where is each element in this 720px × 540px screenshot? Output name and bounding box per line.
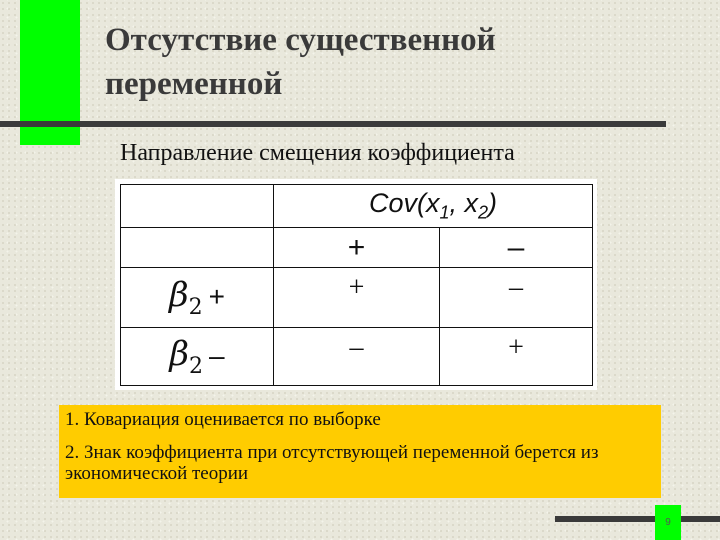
empty-row-header-cell xyxy=(121,228,274,268)
footer-rule xyxy=(555,516,720,522)
sign-table xyxy=(120,184,593,386)
slide-subtitle: Направление смещения коэффициента xyxy=(120,140,515,166)
page-number: 9 xyxy=(655,505,681,540)
cell-neg-pos: – xyxy=(274,328,440,386)
col-sign-negative: – xyxy=(440,228,593,268)
row-label-beta2-positive: $\beta_2$ + xyxy=(121,268,274,328)
title-underline xyxy=(0,121,666,127)
notes-box xyxy=(59,405,661,498)
cell-pos-neg: – xyxy=(440,268,593,328)
empty-corner-cell xyxy=(121,185,274,228)
row-label-beta2-negative: $\beta_2$ – xyxy=(121,328,274,386)
col-sign-positive: + xyxy=(274,228,440,268)
slide-title: Отсутствие существенной переменной xyxy=(105,22,496,102)
note-2: 2. Знак коэффициента при отсутствующей переменной берется из экономической теории xyxy=(65,442,599,484)
covariance-header: $Cov(x_1$, $x_2$) xyxy=(274,185,593,228)
cell-neg-neg: + xyxy=(440,328,593,386)
bias-direction-table xyxy=(115,179,597,390)
note-1: 1. Ковариация оценивается по выборке xyxy=(65,409,381,430)
cell-pos-pos: + xyxy=(274,268,440,328)
